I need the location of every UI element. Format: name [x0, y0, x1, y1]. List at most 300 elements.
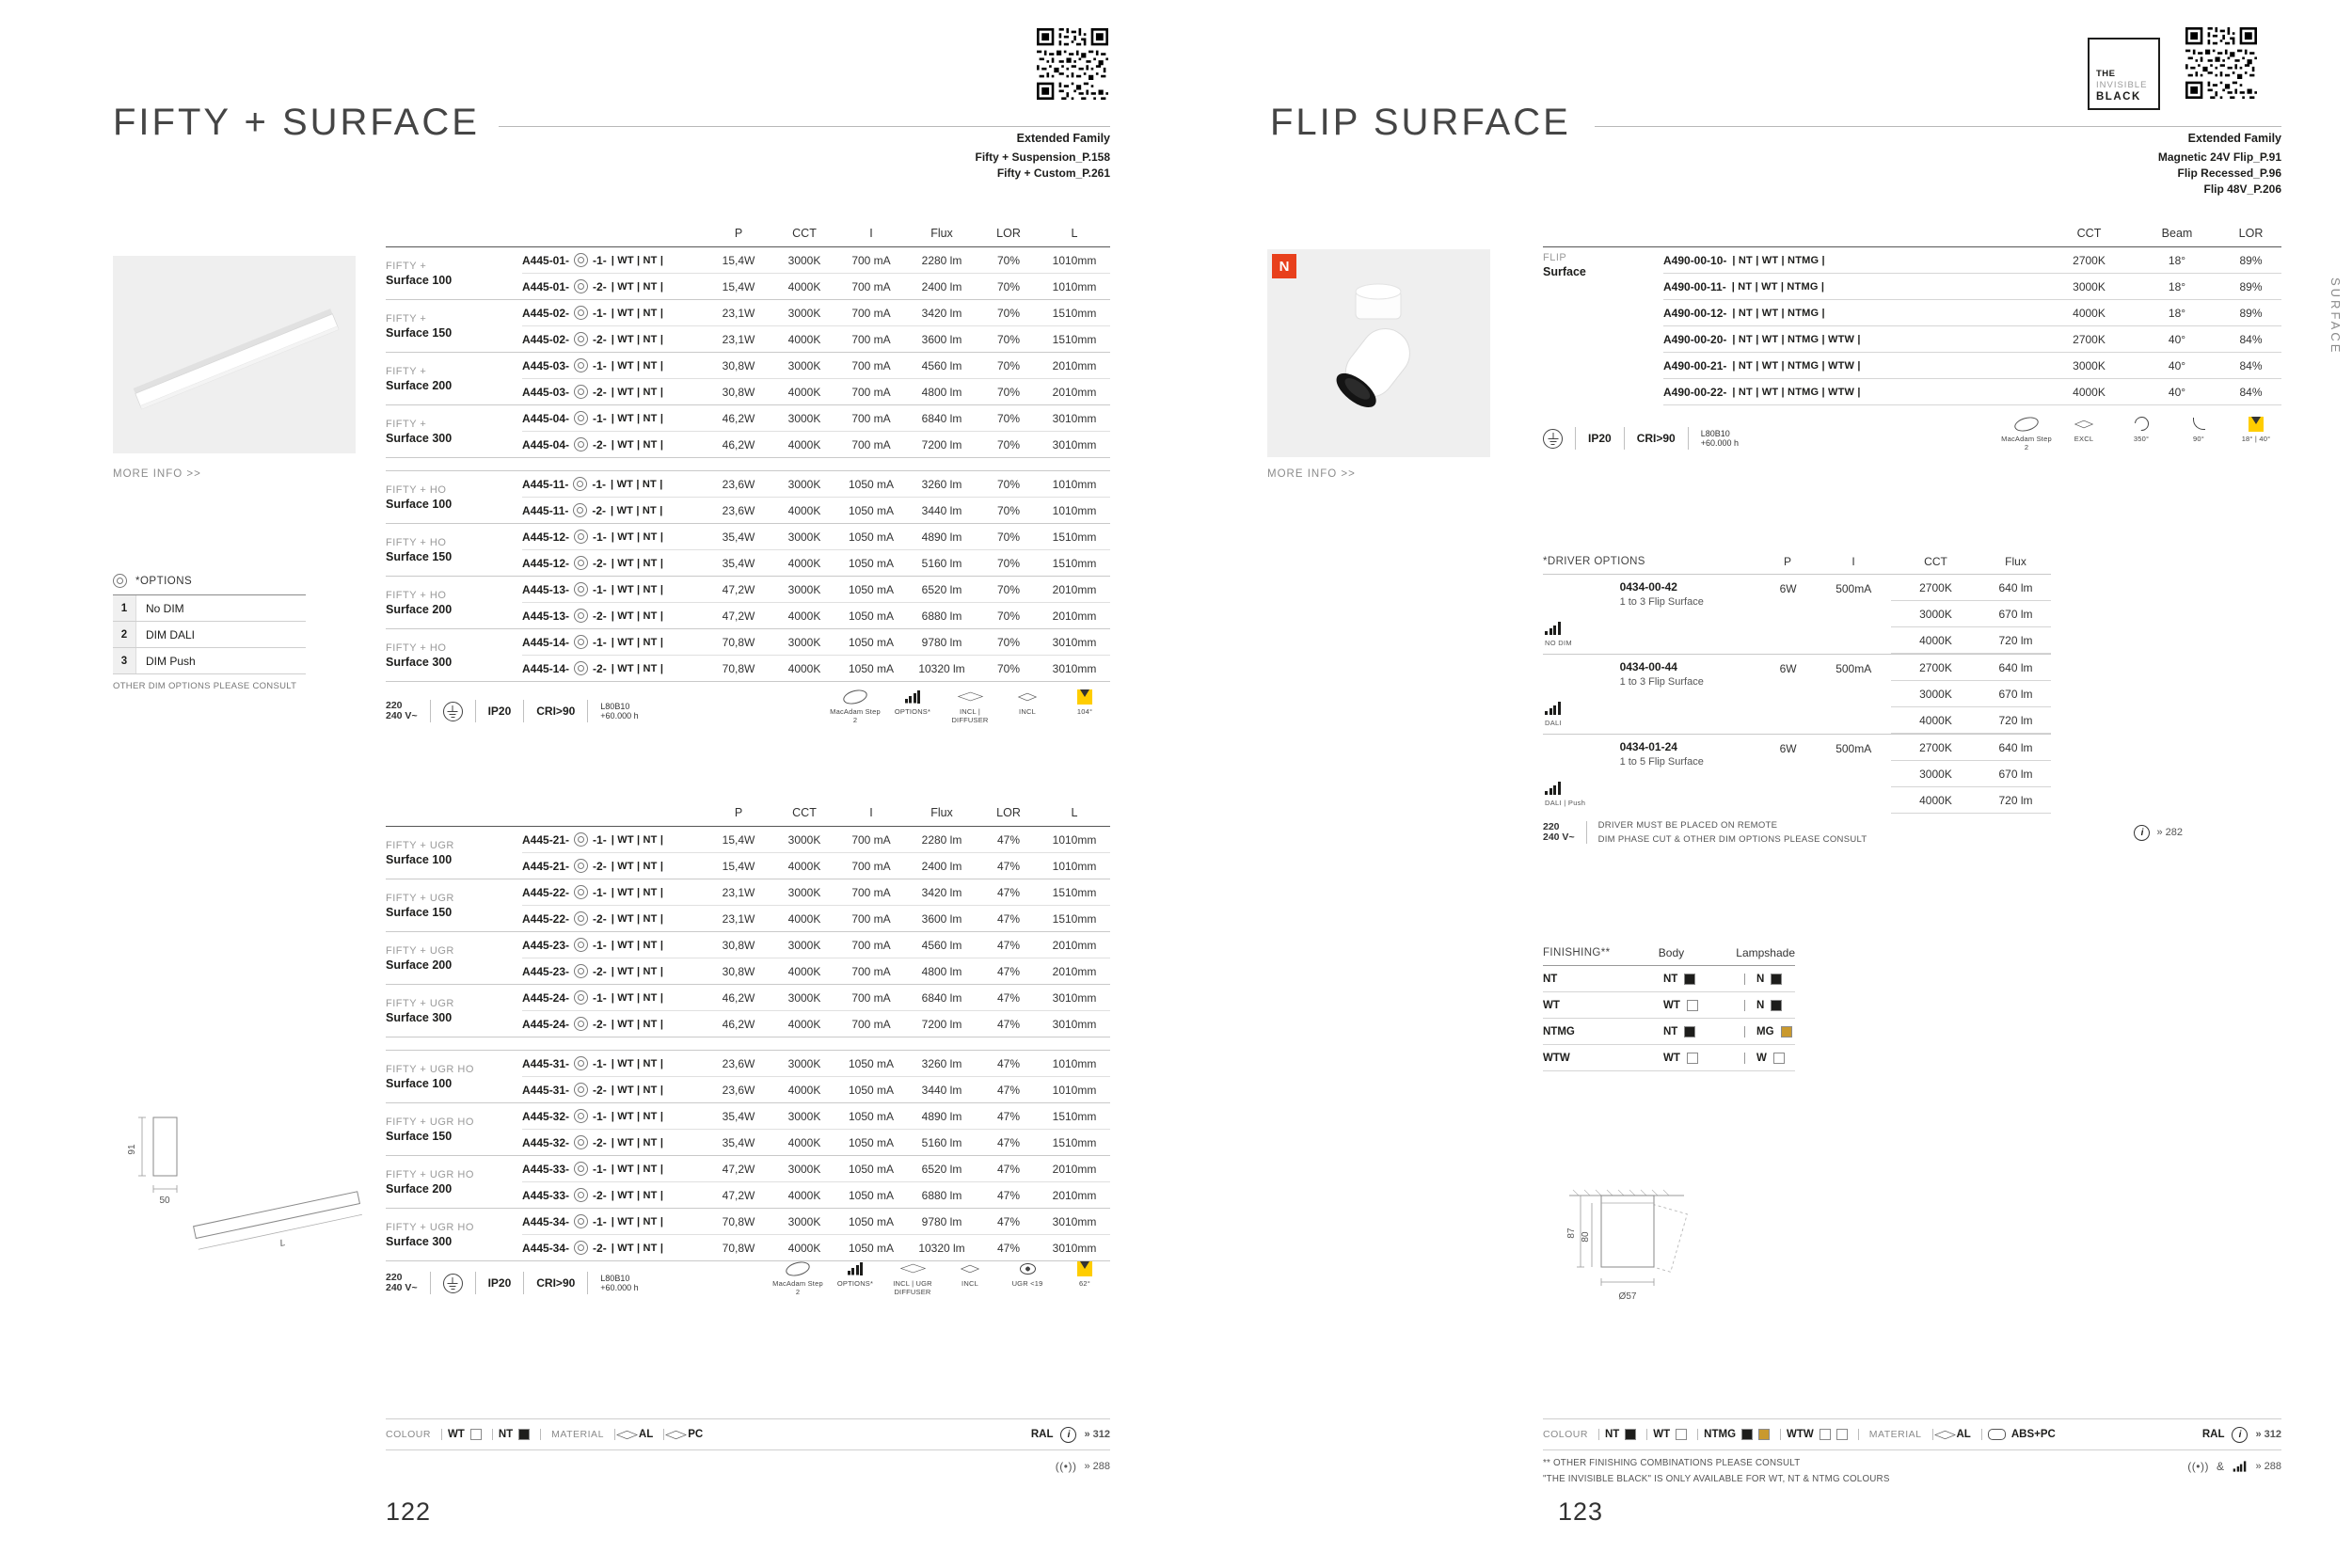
colour-swatch	[1741, 1429, 1753, 1440]
options-ref-icon	[574, 279, 588, 293]
product-row: A445-12- -2- | WT | NT | 35,4W 4000K 1050 mA 5160 lm 70% 1510mm	[522, 556, 1097, 570]
cct-code: -1-	[593, 938, 607, 952]
finish-codes: | WT | NT |	[611, 359, 664, 372]
driver-description: 1 to 5 Flip Surface	[1619, 756, 1704, 768]
product-row: A445-14- -1- | WT | NT | 70,8W 3000K 1050 mA 9780 lm 70% 3010mm	[522, 629, 1110, 656]
colour-swatch	[1820, 1429, 1831, 1440]
table-header: P CCT I Flux LOR L	[386, 800, 1110, 827]
cct-code: -2-	[593, 385, 607, 399]
finish-codes: | WT | NT |	[611, 636, 664, 648]
options-ref-icon	[574, 1056, 588, 1070]
page-reference: » 282	[2156, 827, 2183, 838]
group-size: Surface 100	[386, 497, 453, 511]
product-group	[386, 524, 1110, 577]
article-code: A445-33-	[522, 1162, 570, 1176]
product-row: A445-01- -2- | WT | NT | 15,4W 4000K 700 mA 2400 lm 70% 1010mm	[522, 279, 1097, 293]
group-series: FIFTY + UGR	[386, 997, 454, 1009]
options-ref-icon	[574, 859, 588, 873]
info-icon: i	[2232, 1427, 2248, 1443]
material-heading: MATERIAL	[551, 1429, 604, 1440]
cct-code: -2-	[593, 1017, 607, 1031]
product-row: A445-04- -2- | WT | NT | 46,2W 4000K 700 mA 7200 lm 70% 3010mm	[522, 437, 1097, 451]
finish-codes: | WT | NT |	[611, 939, 664, 951]
finish-codes: | WT | NT |	[611, 557, 664, 569]
svg-text:91: 91	[127, 1144, 137, 1155]
options-ref-icon	[574, 1083, 588, 1097]
cct-code: -1-	[593, 1056, 607, 1070]
group-series: FIFTY + HO	[386, 483, 447, 496]
dim-type-label: NO DIM	[1545, 639, 1572, 647]
options-ref-icon	[574, 253, 588, 267]
lifetime-rating: L80B10 +60.000 h	[600, 702, 639, 721]
product-group	[386, 1050, 1110, 1103]
options-ref-icon	[574, 1109, 588, 1123]
extended-family-heading: Extended Family	[1016, 132, 1110, 145]
extended-family	[2158, 132, 2281, 198]
remote-signal-icon: ((•))	[2187, 1460, 2209, 1473]
colour-heading: COLOUR	[1543, 1429, 1588, 1440]
colour-option: WT	[1646, 1429, 1687, 1440]
material-heading: MATERIAL	[1868, 1429, 1922, 1440]
colour-swatch	[1625, 1429, 1636, 1440]
article-code: A445-13-	[522, 609, 570, 623]
finish-codes: | WT | NT |	[611, 412, 664, 424]
dimension-drawing	[1543, 1180, 1788, 1326]
ip-rating: IP20	[487, 1276, 512, 1290]
info-icon: i	[1060, 1427, 1076, 1443]
spec-icon: INCL | DIFFUSER	[945, 689, 995, 724]
group-size: Surface 200	[386, 1181, 453, 1196]
driver-output-row: 4000K 720 lm	[1891, 707, 2051, 734]
material-icon	[1988, 1429, 2006, 1440]
cct-code: -2-	[593, 661, 607, 675]
cct-code: -1-	[593, 990, 607, 1005]
ral-reference: RAL i » 312	[1031, 1427, 1110, 1443]
footnote: "THE INVISIBLE BLACK" IS ONLY AVAILABLE FOR WT, NT & NTMG COLOURS	[1543, 1474, 1890, 1484]
cri-rating: CRI>90	[536, 705, 576, 718]
options-legend-row	[113, 648, 306, 674]
remote-signal-icon: ((•))	[1055, 1460, 1077, 1473]
group-size: Surface 150	[386, 905, 453, 919]
page-flip-surface	[1176, 0, 2352, 1568]
colour-material-bar	[386, 1418, 1110, 1450]
page-reference: » 288	[2255, 1461, 2281, 1472]
product-row: A445-03- -2- | WT | NT | 30,8W 4000K 700 mA 4800 lm 70% 2010mm	[522, 385, 1097, 399]
article-code: A490-00-10-	[1663, 253, 1727, 267]
extended-family-link[interactable]: Flip 48V_P.206	[2203, 182, 2281, 196]
product-group	[386, 1103, 1110, 1156]
article-code: A445-32-	[522, 1135, 570, 1149]
group-size: Surface 150	[386, 325, 453, 340]
colour-heading: COLOUR	[386, 1429, 431, 1440]
options-ref-icon	[574, 661, 588, 675]
product-row: A445-32- -1- | WT | NT | 35,4W 3000K 1050 mA 4890 lm 47% 1510mm	[522, 1103, 1110, 1130]
table-fifty-standard	[386, 220, 1110, 682]
product-group	[386, 300, 1110, 353]
option-number: 2	[113, 622, 136, 647]
finish-codes: | NT | WT | NTMG |	[1732, 307, 1825, 319]
product-group	[386, 827, 1110, 879]
spec-icon: 18° | 40°	[2231, 416, 2281, 444]
product-row: A445-01- -1- | WT | NT | 15,4W 3000K 700 mA 2280 lm 70% 1010mm	[522, 247, 1110, 274]
options-ref-icon	[574, 938, 588, 952]
finishing-row: NT NT N	[1543, 966, 1795, 992]
page-reference: » 312	[2255, 1429, 2281, 1440]
colour-swatch	[1836, 1429, 1848, 1440]
product-group	[386, 405, 1110, 458]
cct-code: -1-	[593, 411, 607, 425]
finish-codes: | WT | NT |	[611, 965, 664, 977]
cct-code: -1-	[593, 1214, 607, 1228]
finish-codes: | WT | NT |	[611, 1084, 664, 1096]
product-row: A445-33- -1- | WT | NT | 47,2W 3000K 1050 mA 6520 lm 47% 2010mm	[522, 1156, 1110, 1182]
colour-swatch	[470, 1429, 482, 1440]
cct-code: -2-	[593, 279, 607, 293]
finish-codes: | NT | WT | NTMG |	[1731, 280, 1825, 293]
article-code: A490-00-20-	[1663, 332, 1727, 346]
options-ref-icon	[574, 609, 588, 623]
extended-family	[975, 132, 1110, 182]
options-ref-icon	[574, 832, 588, 847]
option-number: 3	[113, 648, 136, 673]
product-group	[386, 470, 1110, 524]
options-ref-icon	[574, 385, 588, 399]
driver-note-text: DRIVER MUST BE PLACED ON REMOTE DIM PHASE CUT & OTHER DIM OPTIONS PLEASE CONSULT	[1597, 820, 1867, 845]
finish-codes: | WT | NT |	[611, 333, 664, 345]
driver-description: 1 to 3 Flip Surface	[1619, 676, 1704, 688]
options-ref-icon	[574, 411, 588, 425]
page-number: 123	[1558, 1497, 1604, 1526]
finishing-row: WT WT N	[1543, 992, 1795, 1019]
spec-icon: OPTIONS*	[830, 1260, 881, 1289]
driver-output-row: 2700K 640 lm	[1891, 735, 2051, 761]
page-reference: » 288	[1084, 1461, 1110, 1472]
article-code: A445-01-	[522, 253, 570, 267]
article-code: A445-11-	[522, 503, 569, 517]
driver-output-row: 2700K 640 lm	[1891, 575, 2051, 601]
cct-code: -1-	[593, 530, 607, 544]
options-ref-icon	[574, 1214, 588, 1228]
product-photo	[113, 256, 356, 453]
product-group	[386, 1209, 1110, 1261]
colour-material-bar	[1543, 1418, 2281, 1450]
finishing-header: FINISHING** Body Lampshade	[1543, 941, 1795, 966]
colour-option: NT	[1598, 1429, 1636, 1440]
product-row: A445-04- -1- | WT | NT | 46,2W 3000K 700 mA 6840 lm 70% 3010mm	[522, 405, 1110, 432]
svg-text:Ø57: Ø57	[1618, 1291, 1637, 1302]
options-legend	[113, 574, 306, 691]
finish-codes: | WT | NT |	[611, 886, 664, 898]
ral-reference: RAL i » 312	[2202, 1427, 2281, 1443]
dim-level-icon	[1545, 622, 1561, 635]
cct-code: -1-	[593, 582, 607, 596]
table-header: P CCT I Flux LOR L	[386, 220, 1110, 247]
article-code: A445-23-	[522, 964, 570, 978]
spec-icon: OPTIONS*	[887, 689, 938, 717]
driver-options-table	[1543, 549, 2051, 814]
product-row: A445-24- -2- | WT | NT | 46,2W 4000K 700 mA 7200 lm 47% 3010mm	[522, 1017, 1097, 1031]
product-row: A445-13- -2- | WT | NT | 47,2W 4000K 1050 mA 6880 lm 70% 2010mm	[522, 609, 1097, 623]
flip-surface-photo	[1267, 249, 1490, 457]
cct-code: -1-	[593, 1162, 607, 1176]
cct-code: -2-	[593, 1241, 607, 1255]
extended-family-link[interactable]: Magnetic 24V Flip_P.91	[2157, 150, 2281, 164]
product-row: A490-00-11- | NT | WT | NTMG | 3000K 18° 89%	[1663, 274, 2281, 300]
spec-icon: 350°	[2116, 416, 2167, 444]
cct-code: -1-	[593, 1109, 607, 1123]
spec-icon: 62°	[1059, 1260, 1110, 1289]
lampshade-swatch	[1781, 1026, 1792, 1037]
lifetime-rating: L80B10 +60.000 h	[600, 1274, 639, 1292]
options-ref-icon	[574, 556, 588, 570]
colour-swatch	[1758, 1429, 1770, 1440]
article-code: A445-02-	[522, 332, 570, 346]
product-row: A445-21- -2- | WT | NT | 15,4W 4000K 700 mA 2400 lm 47% 1010mm	[522, 859, 1097, 873]
dim-level-icon	[1545, 782, 1561, 795]
product-row: A445-34- -2- | WT | NT | 70,8W 4000K 1050 mA 10320 lm 47% 3010mm	[522, 1241, 1097, 1255]
driver-output-row: 2700K 640 lm	[1891, 655, 2051, 681]
extended-family-link[interactable]: Fifty + Suspension_P.158	[975, 150, 1110, 164]
cct-code: -2-	[593, 911, 607, 926]
article-code: A445-04-	[522, 437, 570, 451]
driver-group: DALI 0434-00-44 1 to 3 Flip Surface 6W 500mA 2700K 640 lm 3000K 670 lm 4000K 720 lm	[1543, 654, 2051, 734]
product-row: A445-22- -1- | WT | NT | 23,1W 3000K 700 mA 3420 lm 47% 1510mm	[522, 879, 1110, 906]
finish-codes: | WT | NT |	[611, 280, 664, 293]
article-code: A490-00-21-	[1663, 358, 1727, 372]
article-code: A445-14-	[522, 661, 570, 675]
finish-codes: | WT | NT |	[611, 860, 664, 872]
extended-family-link[interactable]: Fifty + Custom_P.261	[996, 166, 1110, 180]
finish-codes: | WT | NT |	[611, 1136, 664, 1148]
footnote: ** OTHER FINISHING COMBINATIONS PLEASE CONSULT	[1543, 1458, 1801, 1468]
option-label: DIM DALI	[146, 627, 196, 641]
driver-description: 1 to 3 Flip Surface	[1619, 596, 1704, 608]
colour-option: NT	[492, 1429, 530, 1440]
product-group	[386, 1156, 1110, 1209]
more-info-link[interactable]: MORE INFO >>	[113, 468, 201, 480]
product-row: A445-03- -1- | WT | NT | 30,8W 3000K 700 mA 4560 lm 70% 2010mm	[522, 353, 1110, 379]
qr-code	[1037, 28, 1108, 100]
options-legend-footnote: OTHER DIM OPTIONS PLEASE CONSULT	[113, 681, 297, 691]
group-series: FIFTY + HO	[386, 536, 447, 548]
article-code: A445-12-	[522, 556, 570, 570]
options-ref-icon	[574, 1188, 588, 1202]
product-row: A445-22- -2- | WT | NT | 23,1W 4000K 700 mA 3600 lm 47% 1510mm	[522, 911, 1097, 926]
group-series: FIFTY +	[386, 365, 427, 377]
spec-icon: INCL	[1002, 689, 1053, 717]
options-ref-icon	[574, 635, 588, 649]
product-group	[386, 247, 1110, 300]
remote-control-reference	[1056, 1460, 1110, 1473]
options-ref-icon	[574, 911, 588, 926]
article-code: A445-24-	[522, 1017, 570, 1031]
cct-code: -2-	[593, 964, 607, 978]
options-ref-icon	[574, 306, 588, 320]
product-row: A490-00-20- | NT | WT | NTMG | WTW | 2700K 40° 84%	[1663, 326, 2281, 353]
body-swatch	[1684, 974, 1695, 985]
article-code: A445-33-	[522, 1188, 570, 1202]
finish-codes: | WT | NT |	[611, 1189, 664, 1201]
group-size: Surface 200	[386, 378, 453, 392]
dimension-drawing	[99, 1110, 409, 1270]
cct-code: -1-	[592, 477, 607, 491]
group-series: FIFTY + UGR HO	[386, 1221, 474, 1233]
article-code: A445-12-	[522, 530, 570, 544]
footnotes	[1543, 1458, 1890, 1484]
material-icon	[1934, 1430, 1956, 1438]
options-ref-icon	[574, 332, 588, 346]
spec-icon: 104°	[1059, 689, 1110, 717]
colour-swatch	[518, 1429, 530, 1440]
material-option: AL	[614, 1429, 653, 1441]
svg-text:50: 50	[159, 1196, 170, 1206]
info-reference	[2134, 825, 2183, 841]
cct-code: -2-	[593, 1083, 607, 1097]
cct-code: -2-	[593, 859, 607, 873]
options-legend-row	[113, 595, 306, 622]
cct-code: -1-	[593, 885, 607, 899]
group-size: Surface	[1543, 265, 1586, 278]
driver-code: 0434-00-44	[1619, 660, 1677, 673]
finish-codes: | WT | NT |	[611, 531, 664, 543]
colour-option: NTMG	[1697, 1429, 1770, 1440]
driver-note: 220 240 V~ DRIVER MUST BE PLACED ON REMOTE DIM PHASE CUT & OTHER DIM OPTIONS PLEASE CONSULT i » 282	[1543, 820, 2183, 845]
options-ref-icon	[574, 358, 588, 372]
ip-rating: IP20	[487, 705, 512, 718]
finish-codes: | WT | NT |	[611, 1110, 664, 1122]
new-badge: N	[1272, 254, 1296, 278]
group-series: FIFTY + UGR	[386, 944, 454, 957]
fifty-surface-photo	[113, 256, 356, 453]
article-code: A445-01-	[522, 279, 570, 293]
group-series: FIFTY +	[386, 312, 427, 325]
colour-option: WTW	[1780, 1429, 1848, 1440]
product-row: A490-00-21- | NT | WT | NTMG | WTW | 3000K 40° 84%	[1663, 353, 2281, 379]
finish-codes: | WT | NT |	[611, 583, 664, 595]
finish-codes: | WT | NT |	[611, 504, 663, 516]
spec-icon: INCL | UGR DIFFUSER	[887, 1260, 938, 1296]
options-ref-icon	[574, 582, 588, 596]
cct-code: -2-	[593, 332, 607, 346]
spec-icon: MacAdam Step 2	[772, 1260, 823, 1296]
dim-level-icon	[2233, 1461, 2247, 1471]
product-row: A445-12- -1- | WT | NT | 35,4W 3000K 1050 mA 4890 lm 70% 1510mm	[522, 524, 1110, 550]
cct-code: -2-	[593, 437, 607, 451]
cct-code: -2-	[593, 1188, 607, 1202]
options-ref-icon	[573, 503, 587, 517]
electrical-specs-ugr: 220 240 V~ IP20 CRI>90 L80B10 +60.000 h MacAdam Step 2 OPTIONS* INCL | UGR DIFFUSER INCL UGR <19 62°	[386, 1260, 1110, 1306]
cct-code: -1-	[593, 306, 607, 320]
cct-code: -2-	[593, 556, 607, 570]
lampshade-swatch	[1773, 1053, 1785, 1064]
product-row: A445-23- -2- | WT | NT | 30,8W 4000K 700 mA 4800 lm 47% 2010mm	[522, 964, 1097, 978]
options-ref-icon	[574, 990, 588, 1005]
group-series: FIFTY +	[386, 418, 427, 430]
group-size: Surface 300	[386, 431, 453, 445]
finish-codes: | WT | NT |	[611, 662, 664, 674]
group-size: Surface 100	[386, 273, 453, 287]
driver-code: 0434-01-24	[1619, 740, 1677, 753]
lampshade-swatch	[1771, 1000, 1782, 1011]
group-series: FLIP	[1543, 252, 1567, 263]
article-code: A445-31-	[522, 1056, 570, 1070]
driver-group: DALI | Push 0434-01-24 1 to 5 Flip Surface 6W 500mA 2700K 640 lm 3000K 670 lm 4000K 720 lm	[1543, 734, 2051, 814]
finish-codes: | NT | WT | NTMG | WTW |	[1732, 359, 1861, 372]
svg-text:80: 80	[1581, 1231, 1591, 1243]
svg-text:L: L	[278, 1238, 287, 1249]
remote-control-reference: ((•)) & » 288	[2187, 1460, 2281, 1473]
product-row: A445-33- -2- | WT | NT | 47,2W 4000K 1050 mA 6880 lm 47% 2010mm	[522, 1188, 1097, 1202]
page-number: 122	[386, 1497, 432, 1526]
group-series: FIFTY + UGR HO	[386, 1063, 474, 1075]
driver-output-row: 4000K 720 lm	[1891, 627, 2051, 654]
lifetime-rating: L80B10 +60.000 h	[1700, 429, 1740, 448]
colour-option: WT	[441, 1429, 482, 1440]
product-row: A490-00-10- | NT | WT | NTMG | 2700K 18° 89%	[1663, 247, 2281, 274]
group-size: Surface 200	[386, 602, 453, 616]
group-size: Surface 150	[386, 549, 453, 563]
spec-icon: MacAdam Step 2	[830, 689, 881, 724]
finishing-table	[1543, 941, 1795, 1071]
options-legend-row	[113, 622, 306, 648]
spec-icon: EXCL	[2058, 416, 2109, 444]
product-group	[386, 932, 1110, 985]
article-code: A445-34-	[522, 1214, 570, 1228]
finish-codes: | WT | NT |	[611, 1163, 664, 1175]
colour-swatch	[1676, 1429, 1687, 1440]
extended-family-heading: Extended Family	[2187, 132, 2281, 145]
finish-codes: | WT | NT |	[611, 254, 664, 266]
spec-icon: 90°	[2173, 416, 2224, 444]
driver-code: 0434-00-42	[1619, 580, 1677, 594]
finishing-row: NTMG NT MG	[1543, 1019, 1795, 1045]
extended-family-link[interactable]: Flip Recessed_P.96	[2177, 166, 2281, 180]
finish-codes: | WT | NT |	[611, 438, 664, 451]
options-ref-icon	[573, 477, 587, 491]
page-title: FIFTY + SURFACE	[113, 102, 480, 143]
article-code: A445-21-	[522, 832, 570, 847]
cct-code: -1-	[593, 635, 607, 649]
article-code: A445-14-	[522, 635, 570, 649]
cct-code: -2-	[593, 1135, 607, 1149]
cct-code: -2-	[592, 503, 607, 517]
group-series: FIFTY + UGR HO	[386, 1168, 474, 1180]
product-row: A445-02- -2- | WT | NT | 23,1W 4000K 700 mA 3600 lm 70% 1510mm	[522, 332, 1097, 346]
dim-level-icon	[1545, 702, 1561, 715]
dim-type-label: DALI	[1545, 719, 1562, 727]
finish-codes: | WT | NT |	[611, 833, 664, 846]
cri-rating: CRI>90	[1636, 432, 1676, 445]
driver-table-header: *DRIVER OPTIONS P I CCT Flux	[1543, 555, 2026, 568]
options-ref-icon	[574, 964, 588, 978]
table-fifty-ugr	[386, 800, 1110, 1261]
options-legend-heading: *OPTIONS	[135, 575, 193, 587]
page-title: FLIP SURFACE	[1270, 102, 1571, 143]
table-flip-surface	[1543, 220, 2281, 405]
more-info-link[interactable]: MORE INFO >>	[1267, 468, 1356, 480]
group-series: FIFTY + UGR HO	[386, 1116, 474, 1128]
material-option: PC	[663, 1429, 703, 1441]
product-row: A445-23- -1- | WT | NT | 30,8W 3000K 700 mA 4560 lm 47% 2010mm	[522, 932, 1110, 958]
article-code: A445-23-	[522, 938, 570, 952]
product-row: A445-11- -2- | WT | NT | 23,6W 4000K 1050 mA 3440 lm 70% 1010mm	[522, 503, 1097, 517]
product-group	[386, 577, 1110, 629]
driver-group: NO DIM 0434-00-42 1 to 3 Flip Surface 6W 500mA 2700K 640 lm 3000K 670 lm 4000K 720 lm	[1543, 574, 2051, 654]
product-photo	[1267, 249, 1490, 457]
body-swatch	[1687, 1000, 1698, 1011]
product-row: A445-21- -1- | WT | NT | 15,4W 3000K 700 mA 2280 lm 47% 1010mm	[522, 827, 1110, 853]
cct-code: -1-	[593, 253, 607, 267]
